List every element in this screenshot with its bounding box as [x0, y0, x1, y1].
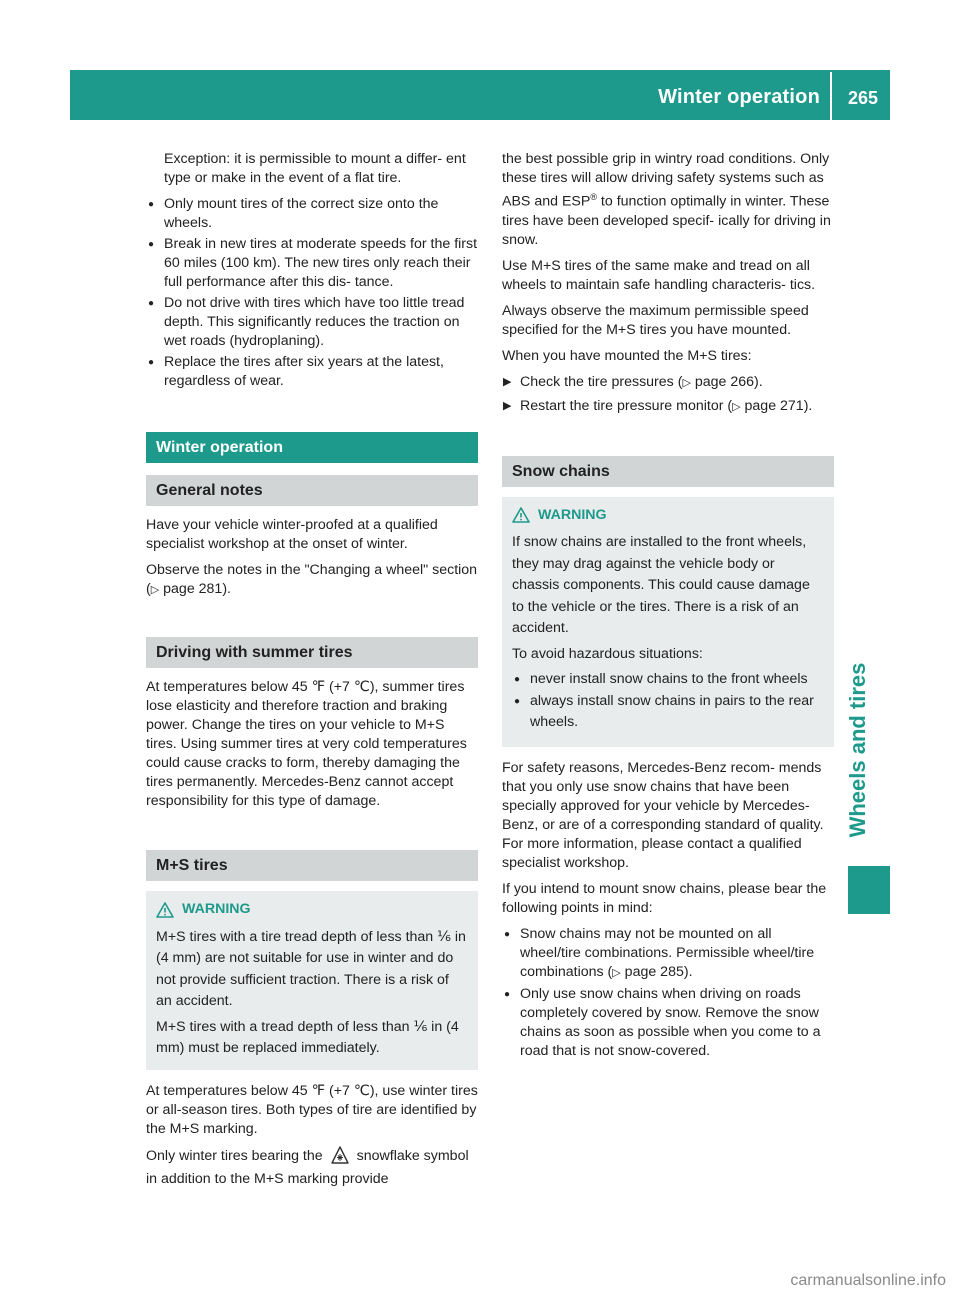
tire-rules-list [146, 195, 478, 391]
list-item: ● Replace the tires after six years at the latest, regardless of wear. [146, 353, 478, 391]
chapter-tab-label: Wheels and tires [845, 662, 870, 838]
section-heading-ms-tires: M+S tires [146, 850, 478, 881]
ms-tires-paragraph: At temperatures below 45 ℉ (+7 ℃), use winter tires or all-season tires. Both types of tire are identified by the M+S marking. [146, 1082, 478, 1137]
watermark: carmanualsonline.info [790, 1272, 946, 1289]
chapter-tab [838, 600, 878, 900]
winter-tires-grip-paragraph: the best possible grip in wintry road conditions. Only these tires will allow driving safety systems such as ABS and ESP® to function optimally in winter. These tires have been developed specif- ically for driving in snow. [502, 151, 831, 248]
warning-header [512, 505, 824, 527]
changing-wheel-reference: Observe the notes in the "Changing a wheel" section (▷ page 281). [146, 562, 478, 597]
warning-triangle-icon [512, 507, 530, 523]
page-ref-link[interactable]: page 281). [159, 581, 231, 597]
section-heading-winter-operation: Winter operation [146, 432, 478, 463]
chains-points-intro: If you intend to mount snow chains, please bear the following points in mind: [502, 880, 827, 916]
page-ref-link[interactable]: page 285). [620, 963, 693, 980]
page-ref-arrow-icon: ▷ [682, 376, 691, 389]
page-ref-link[interactable]: page 271). [740, 397, 813, 414]
warning-text: If snow chains are installed to the front wheels, they may drag against the vehicle body or chassis components. This could cause damage to the vehicle or the tires. There is a risk of an accident. [512, 534, 810, 637]
warning-list [512, 669, 824, 734]
list-item: ● always install snow chains in pairs to the rear wheels. [512, 691, 824, 734]
page-header [70, 70, 890, 120]
section-heading-general-notes: General notes [146, 475, 478, 506]
list-item: ● Only mount tires of the correct size onto the wheels. [146, 195, 478, 233]
page-ref-arrow-icon: ▷ [150, 584, 160, 596]
chapter-tab-marker [848, 866, 890, 914]
same-make-paragraph: Use M+S tires of the same make and tread on all wheels to maintain safe handling characteris- tics. [502, 257, 816, 293]
summer-tires-paragraph: At temperatures below 45 ℉ (+7 ℃), summer tires lose elasticity and therefore traction and braking power. Change the tires on your vehicle to M+S tires. Using summer tires at very cold temperatures could cause cracks to form, thereby damaging the tires permanently. Mercedes-Benz cannot accept responsibility for this type of damage. [146, 679, 467, 809]
warning-text: M+S tires with a tire tread depth of less than ⅙ in (4 mm) are not suitable for use in winter and do not provide sufficient traction. There is a risk of an accident. [156, 928, 466, 1009]
list-item: ● Break in new tires at moderate speeds for the first 60 miles (100 km). The new tires only reach their full performance after this dis- tance. [146, 235, 478, 292]
right-column [502, 150, 834, 1068]
page-number: 265 [847, 88, 878, 108]
general-notes-paragraph: Have your vehicle winter-proofed at a qualified specialist workshop at the onset of winter. [146, 517, 438, 552]
warning-text: M+S tires with a tread depth of less than ⅙ in (4 mm) must be replaced immediately. [156, 1018, 459, 1056]
header-divider [830, 72, 832, 120]
page-ref-arrow-icon: ▷ [612, 966, 621, 979]
warning-label: WARNING [182, 901, 251, 917]
snow-chains-list [502, 925, 834, 1061]
warning-triangle-icon [156, 902, 174, 918]
intro-continuation: Exception: it is permissible to mount a differ- ent type or make in the event of a flat tire. [164, 151, 466, 186]
list-item: ● Snow chains may not be mounted on all wheel/tire combinations. Permissible wheel/tire combinations (▷ page 285). [502, 925, 834, 983]
warning-header [156, 899, 468, 921]
snowflake-symbol-paragraph: Only winter tires bearing the snowflake symbol in addition to the M+S marking provide [146, 1147, 469, 1187]
max-speed-paragraph: Always observe the maximum permissible speed specified for the M+S tires you have mounted. [502, 302, 809, 338]
approved-chains-paragraph: For safety reasons, Mercedes-Benz recom- mends that you only use snow chains that have been specially approved for your vehicle by Mercedes-Benz, or are of a corresponding standard of quality. For more information, please contact a qualified specialist workshop. [502, 759, 824, 871]
instruction-step: ▶ Restart the tire pressure monitor (▷ page 271). [502, 397, 834, 417]
list-item: ● Only use snow chains when driving on roads completely covered by snow. Remove the snow chains as soon as possible when you come to a road that is not snow-covered. [502, 985, 834, 1061]
section-heading-summer-tires: Driving with summer tires [146, 637, 478, 668]
instruction-steps [502, 373, 834, 417]
ms-tires-warning-box [146, 891, 478, 1070]
list-item: ● never install snow chains to the front wheels [512, 669, 824, 691]
registered-mark: ® [590, 192, 597, 202]
warning-text: To avoid hazardous situations: [512, 645, 703, 662]
mounted-tires-intro: When you have mounted the M+S tires: [502, 347, 752, 364]
page-ref-arrow-icon: ▷ [732, 400, 741, 413]
warning-label: WARNING [538, 506, 607, 523]
list-item: ● Do not drive with tires which have too little tread depth. This significantly reduces the traction on wet roads (hydroplaning). [146, 294, 478, 351]
header-title: Winter operation [658, 86, 820, 108]
snow-chains-warning-box [502, 497, 834, 747]
instruction-step: ▶ Check the tire pressures (▷ page 266). [502, 373, 834, 393]
snowflake-mountain-icon [331, 1146, 349, 1170]
left-column [146, 150, 478, 1196]
page-ref-link[interactable]: page 266). [690, 373, 763, 390]
section-heading-snow-chains: Snow chains [502, 456, 834, 487]
